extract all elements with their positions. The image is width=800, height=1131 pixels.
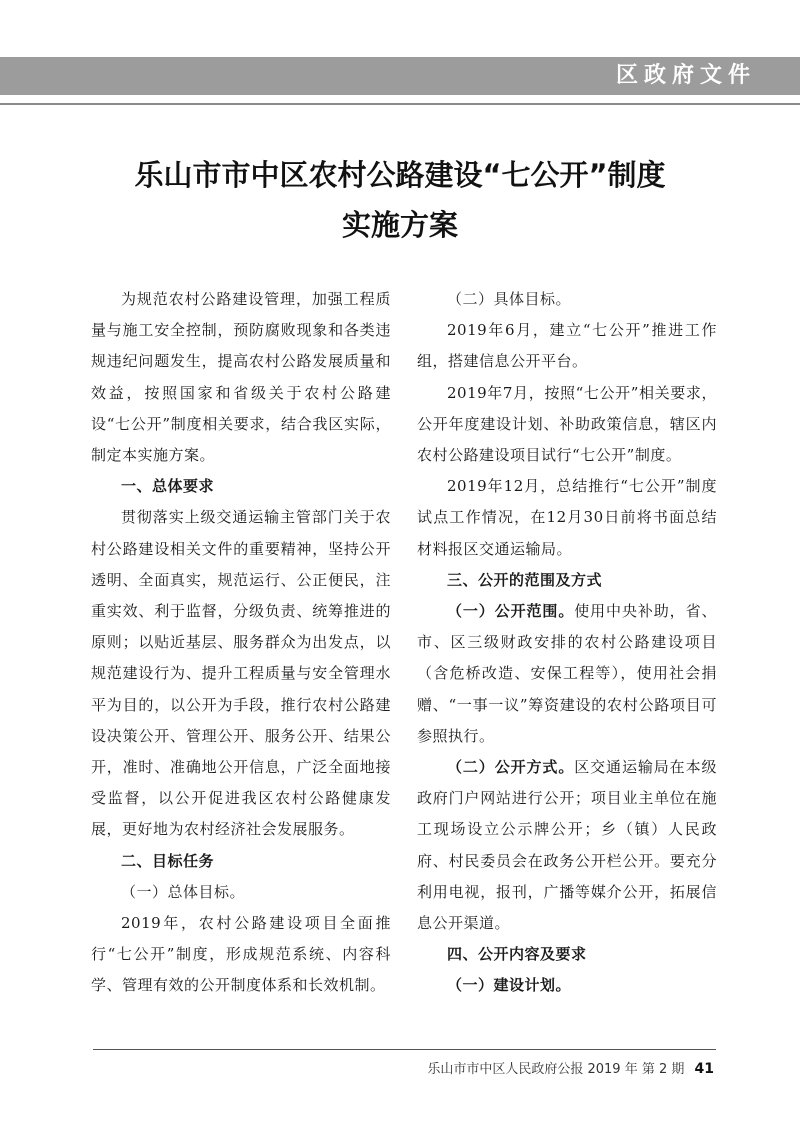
page-footer xyxy=(427,1058,714,1077)
section-2-subheading-2: （二）具体目标。 xyxy=(447,290,572,308)
section-3-paragraph-2 xyxy=(417,752,717,939)
section-2-subheading-1: （一）总体目标。 xyxy=(121,882,246,901)
intro-paragraph: 为规范农村公路建设管理，加强工程质量与施工安全控制，预防腐败现象和各类违规违纪问题发生，提高农村公路发展质量和效益，按照国家和省级关于农村公路建设“七公开”制度相关要求，结合我区实际，制定本实施方案。 xyxy=(91,290,391,465)
section-3-sub1-label: （一）公开范围。 xyxy=(447,602,575,621)
section-4-heading: 四、公开内容及要求 xyxy=(447,945,587,964)
section-1-paragraph: 贯彻落实上级交通运输主管部门关于农村公路建设相关文件的重要精神，坚持公开透明、全面真实，规范运行、公正便民，注重实效、利于监督，分级负责、统筹推进的原则；以贴近基层、服务群众为出发点，以规范建设行为、提升工程质量与安全管理水平为目的，以公开为手段，推行农村公路建设决策公开、管理公开、服务公开、结果公开，准时、准确地公开信息，广泛全面地接受监督，以公开促进我区农村公路健康发展，更好地为农村经济社会发展服务。 xyxy=(91,508,391,839)
right-column xyxy=(417,284,717,1002)
target-paragraph-2: 2019年7月，按照“七公开”相关要求，公开年度建设计划、补助政策信息，辖区内农村公路建设项目试行“七公开”制度。 xyxy=(417,383,717,465)
publication-name: 乐山市市中区人民政府公报 2019 年 第 2 期 xyxy=(427,1062,685,1077)
section-3-paragraph-1 xyxy=(417,596,717,752)
section-2-heading: 二、目标任务 xyxy=(121,851,215,870)
page-number: 41 xyxy=(694,1061,714,1077)
document-title xyxy=(0,150,800,250)
section-label: 区政府文件 xyxy=(615,63,756,88)
title-line-2: 实施方案 xyxy=(341,208,458,242)
title-line-1: 乐山市市中区农村公路建设“七公开”制度 xyxy=(134,158,666,192)
section-3-sub1-text: 使用中央补助，省、市、区三级财政安排的农村公路建设项目（含危桥改造、安保工程等），使用社会捐赠、“一事一议”筹资建设的农村公路项目可参照执行。 xyxy=(417,602,717,745)
target-paragraph-3: 2019年12月，总结推行“七公开”制度试点工作情况，在12月30日前将书面总结材料报区交通运输局。 xyxy=(417,477,717,558)
section-4-subheading-1: （一）建设计划。 xyxy=(447,976,572,995)
header-bar xyxy=(0,57,800,95)
left-column xyxy=(91,284,391,1002)
section-2-paragraph-1: 2019年，农村公路建设项目全面推行“七公开”制度，形成规范系统、内容科学、管理有效的公开制度体系和长效机制。 xyxy=(91,914,391,995)
target-paragraph-1: 2019年6月，建立“七公开”推进工作组，搭建信息公开平台。 xyxy=(417,321,717,371)
section-1-heading: 一、总体要求 xyxy=(121,477,215,496)
section-3-heading: 三、公开的范围及方式 xyxy=(447,570,603,589)
section-3-sub2-text: 区交通运输局在本级政府门户网站进行公开；项目业主单位在施工现场设立公示牌公开；乡（镇）人民政府、村民委员会在政务公开栏公开。要充分利用电视，报刊，广播等媒介公开，拓展信息公开渠道。 xyxy=(417,758,717,933)
footer-divider xyxy=(93,1049,716,1050)
header-divider xyxy=(0,103,800,105)
section-3-sub2-label: （二）公开方式。 xyxy=(447,758,575,777)
